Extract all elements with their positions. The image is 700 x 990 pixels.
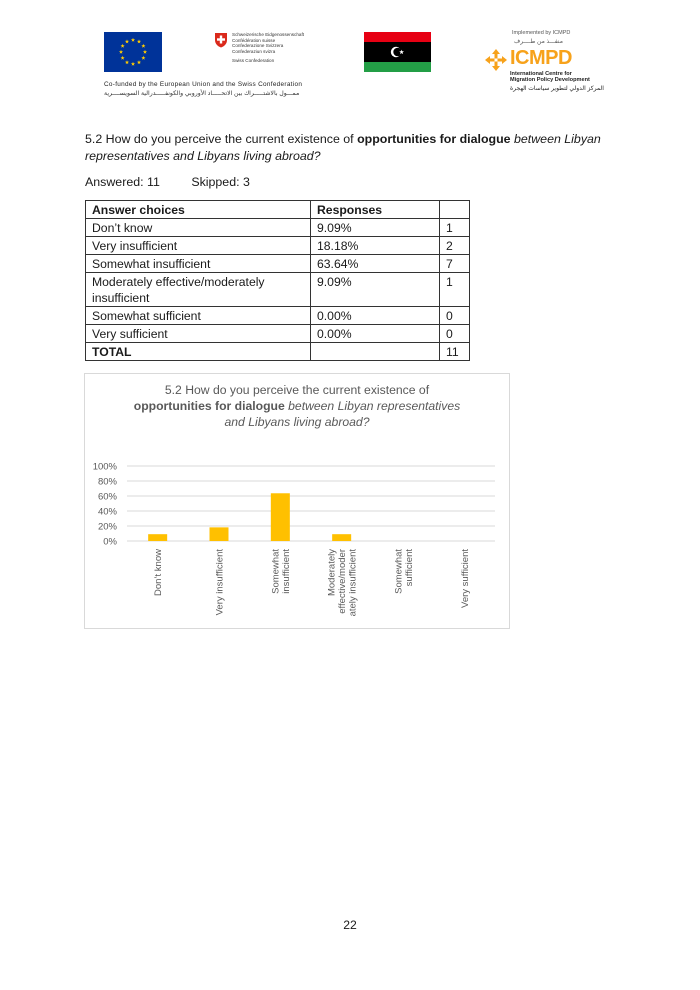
answered-count: Answered: 11: [85, 175, 160, 189]
eu-star: [137, 39, 141, 43]
y-tick-label: 100%: [92, 461, 117, 473]
table-cell: 0: [440, 307, 470, 325]
x-tick-label-line: Don’t know: [153, 549, 165, 596]
bar: [210, 527, 229, 541]
chart-plot: [85, 374, 509, 628]
x-tick-label: [215, 549, 226, 616]
eu-star: [131, 62, 135, 66]
table-cell: 0: [440, 325, 470, 343]
table-row: [86, 325, 470, 343]
question-text: [85, 131, 605, 165]
y-tick-label: 80%: [97, 476, 117, 488]
table-total-row: [86, 343, 470, 361]
x-tick-label-line: ately insufficient: [347, 549, 359, 617]
x-tick-label-line: Somewhat: [270, 549, 282, 594]
table-cell: 1: [440, 219, 470, 237]
eu-star: [121, 44, 125, 48]
table-cell: 0.00%: [311, 325, 440, 343]
chart-title-line: 5.2 How do you perceive the current existence of: [164, 383, 430, 397]
y-tick-label: 20%: [97, 521, 117, 533]
swiss-line: Confederazione Svizzera: [232, 43, 284, 49]
y-tick-label: 40%: [97, 506, 117, 518]
icmpd-implemented-ar: منفـــذ من طــــرف: [514, 39, 563, 45]
icmpd-logo: [484, 30, 604, 100]
eu-star: [125, 60, 129, 64]
table-total-label: TOTAL: [86, 343, 311, 361]
x-tick-label: [153, 549, 164, 596]
swiss-line: Confédération suisse: [232, 37, 276, 43]
x-tick-label: [271, 549, 293, 594]
x-tick-label-line: insufficient: [281, 549, 293, 594]
table-cell: Don’t know: [86, 219, 311, 237]
table-cell: Somewhat insufficient: [86, 255, 311, 273]
eu-star: [137, 60, 141, 64]
response-stats: [85, 175, 250, 189]
table-cell: 18.18%: [311, 237, 440, 255]
swiss-line: Schweizerische Eidgenossenschaft: [232, 32, 305, 37]
eu-star: [131, 38, 135, 42]
x-tick-label-line: Very sufficient: [459, 549, 471, 608]
eu-star: [125, 39, 129, 43]
table-cell: 2: [440, 237, 470, 255]
table-cell: 1: [440, 273, 470, 307]
eu-star: [121, 56, 125, 60]
swiss-caption: Swiss Confederation: [232, 58, 275, 64]
table-cell: 9.09%: [311, 219, 440, 237]
libya-flag-icon: [364, 32, 431, 72]
chart-title-line: and Libyans living abroad?: [224, 414, 370, 429]
table-cell: 0.00%: [311, 307, 440, 325]
swiss-line: Confederaziun svizra: [232, 48, 276, 54]
table-row: [86, 307, 470, 325]
icmpd-implemented: Implemented by ICMPD: [512, 30, 571, 36]
page-number: 22: [343, 918, 357, 932]
bar-chart: [84, 373, 510, 629]
eu-stars-icon: [104, 32, 162, 72]
table-cell: Moderately effective/moderately insufficient: [86, 273, 311, 307]
icmpd-full-name-ar: المركز الدولي لتطوير سياسات الهجرة: [510, 86, 604, 92]
table-row: [86, 219, 470, 237]
table-row: [86, 273, 470, 307]
x-tick-label-line: sufficient: [403, 549, 415, 587]
x-tick-label-line: Somewhat: [393, 549, 405, 594]
y-tick-label: 0%: [103, 536, 117, 548]
x-tick-label: [327, 549, 359, 617]
question-bold: opportunities for dialogue: [357, 132, 511, 146]
table-cell: 9.09%: [311, 273, 440, 307]
table-header: [440, 201, 470, 219]
eu-star: [141, 56, 145, 60]
eu-star: [141, 44, 145, 48]
x-tick-label-line: Moderately: [326, 549, 338, 596]
swiss-shield-icon: [214, 32, 228, 48]
x-tick-label: [460, 549, 471, 608]
x-tick-label-line: Very insufficient: [214, 549, 226, 616]
chart-title-line: opportunities for dialogue between Libyan representatives: [133, 398, 461, 413]
swiss-text: [232, 32, 304, 64]
table-header-row: [86, 201, 470, 219]
cofunded-text: Co-funded by the European Union and the Swiss Confederation: [104, 81, 303, 88]
swiss-confederation-logo: [214, 32, 334, 74]
y-tick-label: 60%: [97, 491, 117, 503]
table-cell: 63.64%: [311, 255, 440, 273]
icmpd-full-name: [510, 71, 590, 84]
x-tick-label: [393, 549, 415, 594]
x-tick-label-line: effective/moder: [337, 549, 349, 614]
table-cell: [311, 343, 440, 361]
icmpd-full-line: International Centre for: [510, 71, 572, 77]
bar: [271, 493, 290, 541]
table-cell: Somewhat sufficient: [86, 307, 311, 325]
table-row: [86, 237, 470, 255]
eu-star: [119, 50, 123, 54]
icmpd-arrows-icon: [484, 48, 508, 72]
icmpd-wordmark: ICMPD: [510, 47, 572, 69]
question-prefix: 5.2 How do you perceive the current existence of: [85, 132, 358, 146]
table-cell: 7: [440, 255, 470, 273]
table-cell: Very insufficient: [86, 237, 311, 255]
table-cell: Very sufficient: [86, 325, 311, 343]
table-header: Answer choices: [86, 201, 311, 219]
skipped-count: Skipped: 3: [191, 175, 250, 189]
bar: [148, 534, 167, 541]
responses-table: [85, 200, 470, 361]
eu-star: [143, 50, 147, 54]
eu-flag-logo: [104, 32, 162, 72]
cofunded-text-ar: ممـــول بالاشتـــــراك بين الاتحـــــاد الأوروبي والكونفـــــدرالية السويســــرية: [104, 90, 300, 97]
table-total-value: 11: [440, 343, 470, 361]
question-italic: between Libyan representatives and Libyans living abroad?: [85, 132, 601, 163]
table-row: [86, 255, 470, 273]
bar: [332, 534, 351, 541]
table-header: Responses: [311, 201, 440, 219]
icmpd-full-line: Migration Policy Development: [510, 77, 590, 84]
